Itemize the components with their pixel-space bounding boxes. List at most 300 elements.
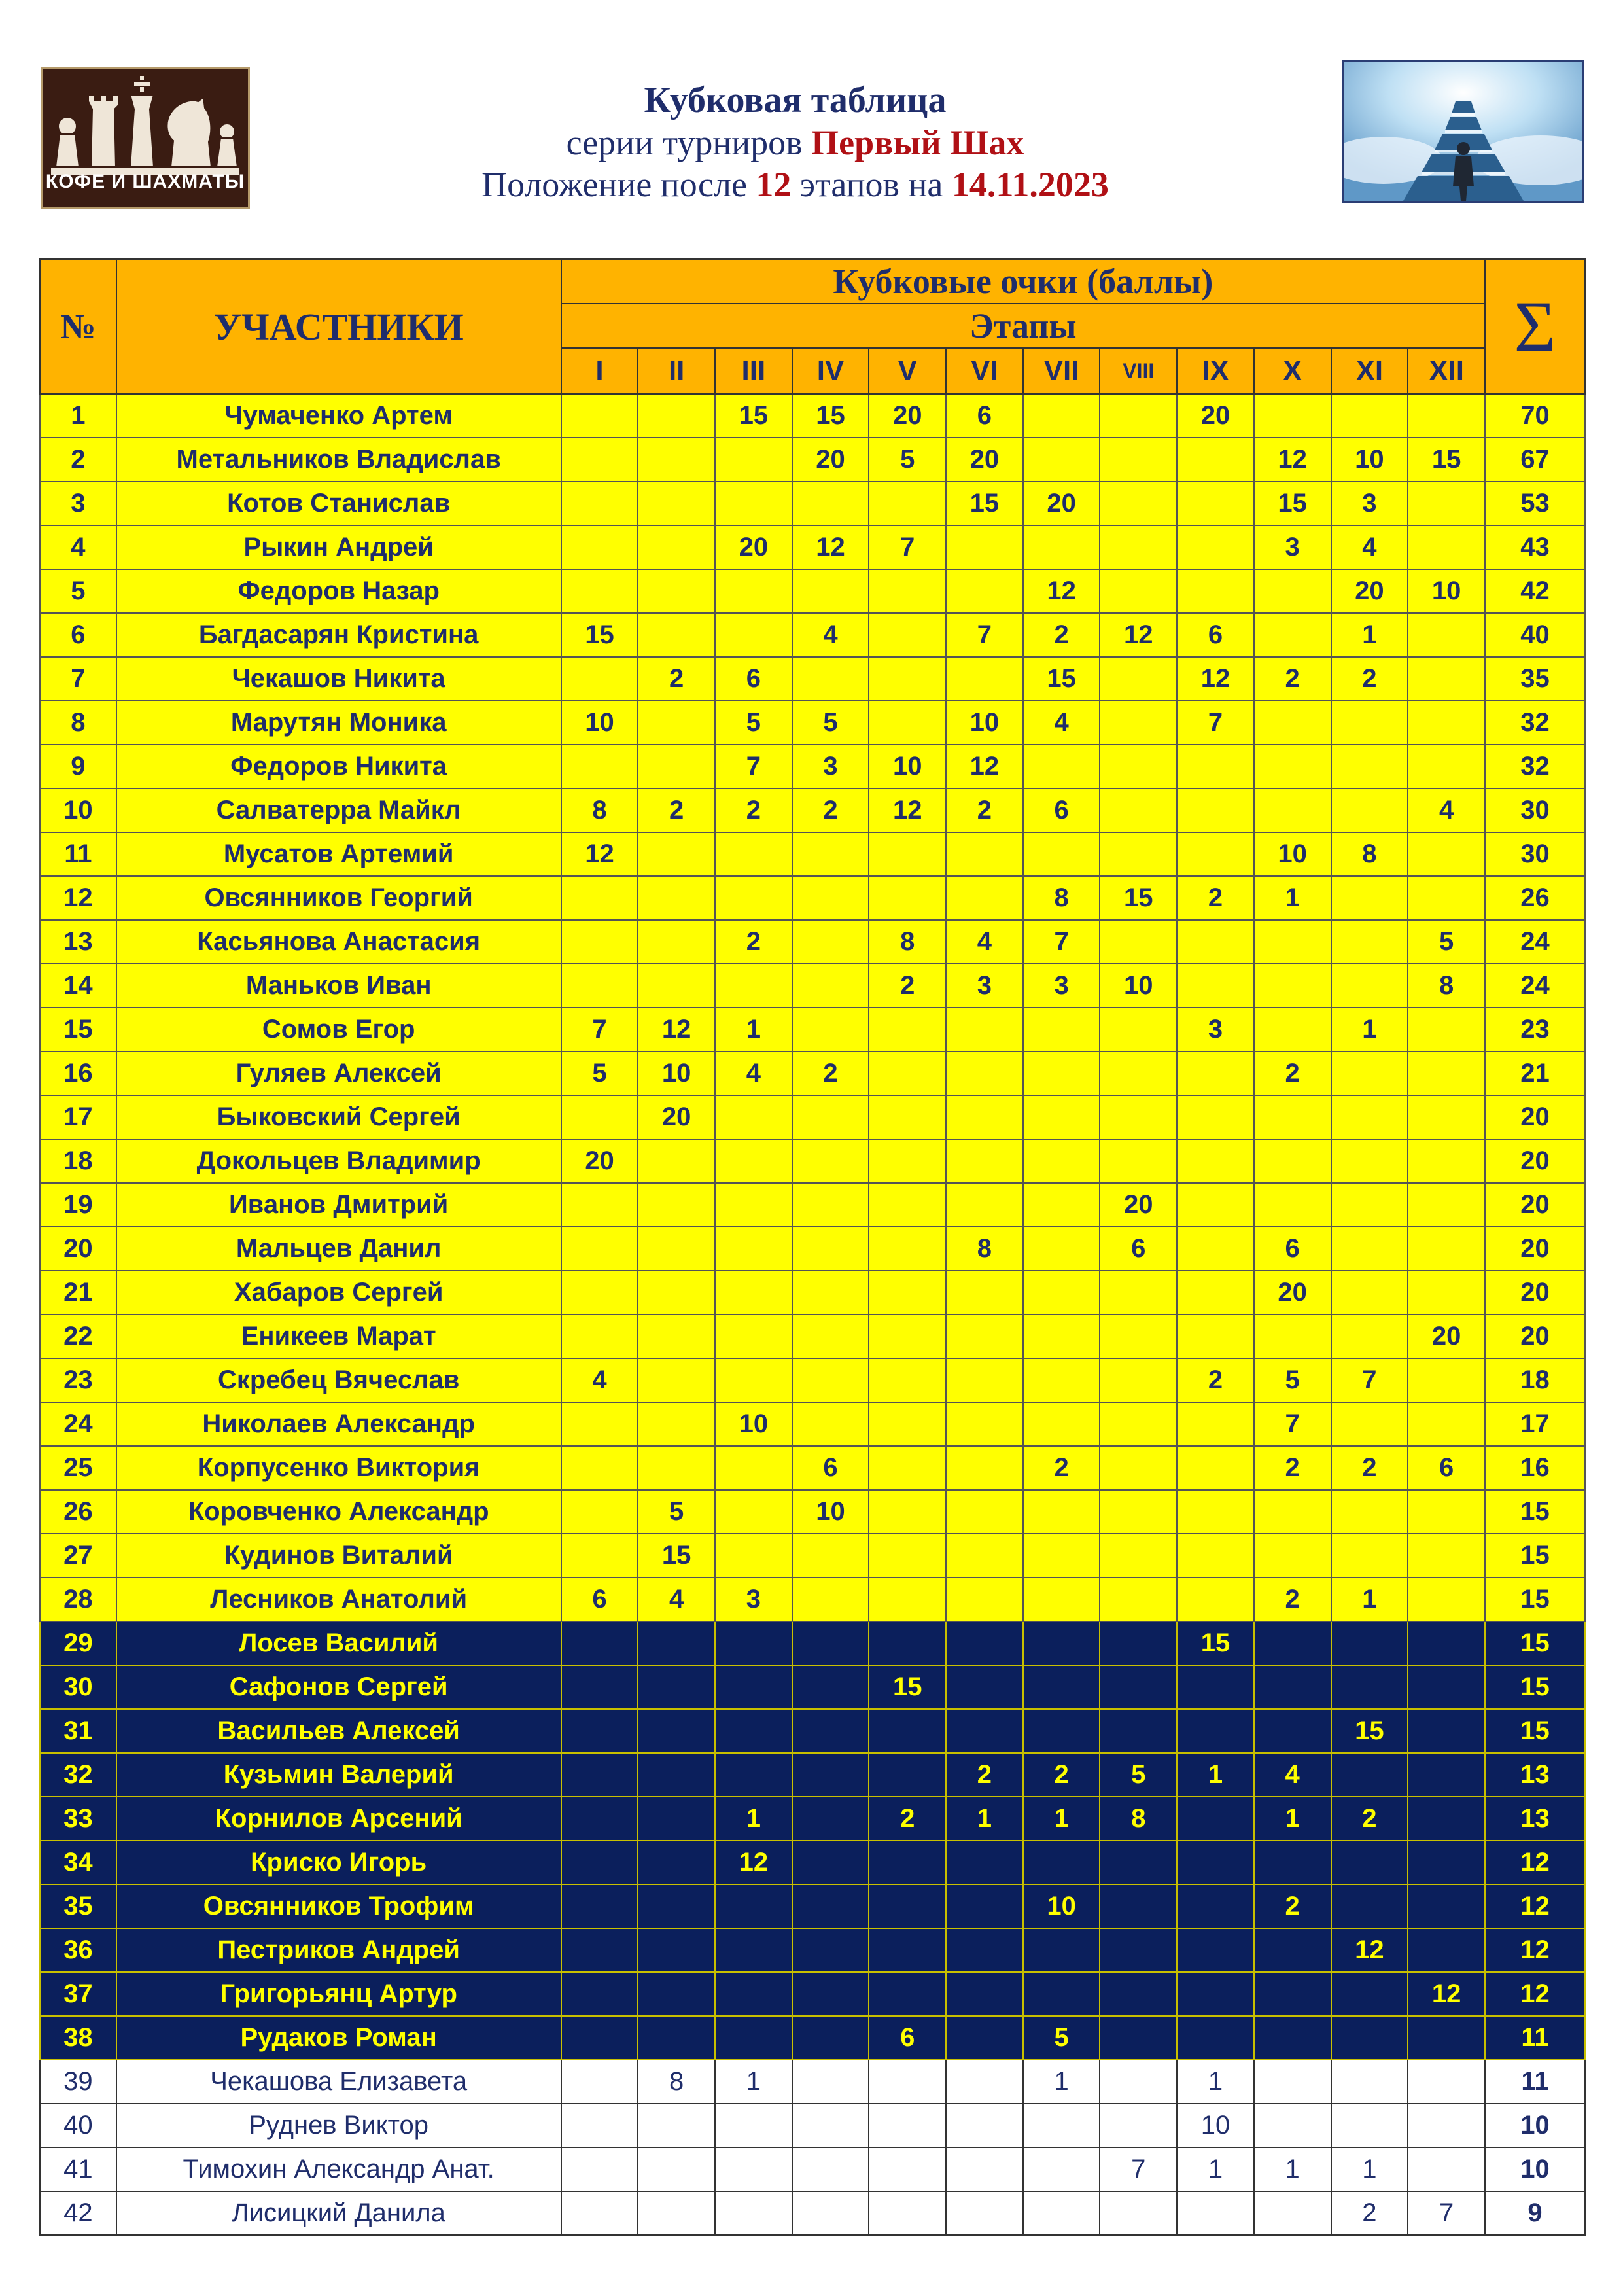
- stage-score: [1331, 1095, 1408, 1139]
- stage-score: [1023, 2147, 1100, 2191]
- stage-score: [1023, 1665, 1100, 1709]
- stage-header-8: VIII: [1100, 348, 1177, 394]
- stage-score: 4: [1408, 788, 1485, 832]
- stages-header: Этапы: [561, 304, 1485, 348]
- stage-score: [792, 1753, 869, 1797]
- row-number: 26: [40, 1490, 116, 1534]
- participant-name: Коровченко Александр: [116, 1490, 561, 1534]
- stage-score: [561, 438, 638, 482]
- stage-score: [638, 1972, 715, 2016]
- stage-score: 3: [1023, 964, 1100, 1008]
- stage-score: 2: [1254, 657, 1331, 701]
- series-name: Первый Шах: [811, 123, 1024, 162]
- stage-score: 10: [1177, 2104, 1254, 2147]
- total-score: 53: [1485, 482, 1585, 525]
- stage-score: [1331, 1315, 1408, 1358]
- stage-score: 10: [1331, 438, 1408, 482]
- row-number: 33: [40, 1797, 116, 1841]
- stage-score: [638, 2016, 715, 2060]
- stage-score: 15: [1254, 482, 1331, 525]
- stages-count: 12: [756, 165, 792, 204]
- stage-score: 12: [1408, 1972, 1485, 2016]
- stage-score: [792, 2060, 869, 2104]
- row-number: 16: [40, 1051, 116, 1095]
- stage-score: [869, 1227, 946, 1271]
- stage-score: [1023, 1008, 1100, 1051]
- title-block: [275, 79, 1316, 205]
- stage-score: [561, 1797, 638, 1841]
- participant-name: Багдасарян Кристина: [116, 613, 561, 657]
- participant-name: Лисицкий Данила: [116, 2191, 561, 2235]
- stage-score: 2: [869, 1797, 946, 1841]
- table-row: [40, 1621, 1585, 1665]
- stage-score: [561, 525, 638, 569]
- total-score: 12: [1485, 1841, 1585, 1884]
- stage-score: 12: [869, 788, 946, 832]
- stage-score: [792, 2104, 869, 2147]
- stage-score: 2: [1331, 1797, 1408, 1841]
- stage-score: [1177, 1402, 1254, 1446]
- stage-score: 12: [1331, 1928, 1408, 1972]
- stage-score: [1331, 2016, 1408, 2060]
- stage-score: [715, 2191, 792, 2235]
- participant-name: Чекашова Елизавета: [116, 2060, 561, 2104]
- table-row: [40, 1227, 1585, 1271]
- stage-score: [638, 394, 715, 438]
- row-number: 40: [40, 2104, 116, 2147]
- stage-score: [561, 2147, 638, 2191]
- stage-score: [1254, 1709, 1331, 1753]
- stage-score: 2: [1023, 1446, 1100, 1490]
- stage-score: [561, 657, 638, 701]
- table-row: [40, 525, 1585, 569]
- stage-score: [1100, 2016, 1177, 2060]
- stage-score: [1408, 394, 1485, 438]
- participant-name: Сафонов Сергей: [116, 1665, 561, 1709]
- stage-score: [1100, 1490, 1177, 1534]
- table-row: [40, 1183, 1585, 1227]
- total-score: 23: [1485, 1008, 1585, 1051]
- stage-score: [638, 1227, 715, 1271]
- stage-score: [638, 1621, 715, 1665]
- table-row: [40, 1008, 1585, 1051]
- stage-score: 15: [1331, 1709, 1408, 1753]
- stage-score: 3: [792, 745, 869, 788]
- stage-score: [946, 1402, 1023, 1446]
- stage-score: 10: [869, 745, 946, 788]
- stage-score: [946, 1884, 1023, 1928]
- table-row: [40, 1753, 1585, 1797]
- stage-score: 2: [1254, 1578, 1331, 1621]
- stage-score: [715, 569, 792, 613]
- stage-score: 2: [946, 788, 1023, 832]
- stage-score: 12: [1254, 438, 1331, 482]
- subtitle: [275, 122, 1316, 164]
- stage-score: [1408, 1797, 1485, 1841]
- stage-score: [946, 657, 1023, 701]
- stage-score: [946, 1008, 1023, 1051]
- stage-score: [1023, 1709, 1100, 1753]
- stage-score: [1408, 1753, 1485, 1797]
- stage-score: [869, 1841, 946, 1884]
- row-number: 2: [40, 438, 116, 482]
- stage-score: 8: [638, 2060, 715, 2104]
- stage-score: [869, 613, 946, 657]
- stage-score: [792, 1183, 869, 1227]
- stage-score: [1100, 1709, 1177, 1753]
- participant-name: Скребец Вячеслав: [116, 1358, 561, 1402]
- stage-score: 5: [792, 701, 869, 745]
- stage-score: 5: [869, 438, 946, 482]
- participant-name: Тимохин Александр Анат.: [116, 2147, 561, 2191]
- total-score: 12: [1485, 1928, 1585, 1972]
- stage-score: 20: [869, 394, 946, 438]
- stage-score: [946, 2060, 1023, 2104]
- stage-score: [1100, 1972, 1177, 2016]
- stage-score: [561, 1841, 638, 1884]
- stage-score: [1254, 1621, 1331, 1665]
- stage-score: [1408, 745, 1485, 788]
- stage-score: 1: [1023, 2060, 1100, 2104]
- total-score: 26: [1485, 876, 1585, 920]
- stage-score: [1254, 2060, 1331, 2104]
- stage-score: [561, 1884, 638, 1928]
- stage-score: 12: [1023, 569, 1100, 613]
- stage-score: [1331, 1227, 1408, 1271]
- stage-score: [946, 1051, 1023, 1095]
- stage-score: 10: [1254, 832, 1331, 876]
- participant-name: Григорьянц Артур: [116, 1972, 561, 2016]
- stage-score: [1177, 2016, 1254, 2060]
- row-number: 19: [40, 1183, 116, 1227]
- participant-name: Овсянников Георгий: [116, 876, 561, 920]
- stage-score: [1408, 525, 1485, 569]
- row-number: 29: [40, 1621, 116, 1665]
- stage-score: [1100, 1358, 1177, 1402]
- stage-score: 2: [792, 788, 869, 832]
- participant-name: Корнилов Арсений: [116, 1797, 561, 1841]
- stage-score: [1254, 613, 1331, 657]
- stage-score: [1100, 657, 1177, 701]
- stage-score: [1023, 1358, 1100, 1402]
- stage-score: 7: [946, 613, 1023, 657]
- row-number: 42: [40, 2191, 116, 2235]
- stage-score: [561, 2104, 638, 2147]
- row-number: 27: [40, 1534, 116, 1578]
- row-number: 22: [40, 1315, 116, 1358]
- stage-score: [792, 832, 869, 876]
- stage-score: [638, 482, 715, 525]
- stage-score: [1254, 1490, 1331, 1534]
- stage-score: 4: [715, 1051, 792, 1095]
- participant-name: Быковский Сергей: [116, 1095, 561, 1139]
- stage-header-3: III: [715, 348, 792, 394]
- stage-score: 2: [638, 657, 715, 701]
- stage-score: [1023, 1972, 1100, 2016]
- stage-score: [561, 2016, 638, 2060]
- table-row: [40, 1972, 1585, 2016]
- stage-score: [1177, 1972, 1254, 2016]
- total-score: 35: [1485, 657, 1585, 701]
- row-number: 13: [40, 920, 116, 964]
- stage-score: 6: [1177, 613, 1254, 657]
- total-score: 43: [1485, 525, 1585, 569]
- stage-score: [1100, 1095, 1177, 1139]
- table-row: [40, 1315, 1585, 1358]
- stage-score: [946, 1709, 1023, 1753]
- row-number: 11: [40, 832, 116, 876]
- stage-score: 6: [715, 657, 792, 701]
- stage-score: [1331, 745, 1408, 788]
- stage-score: [715, 613, 792, 657]
- standings-body: [40, 394, 1585, 2235]
- stage-score: 1: [1177, 1753, 1254, 1797]
- stage-score: [946, 2191, 1023, 2235]
- stage-score: [1100, 1578, 1177, 1621]
- stage-score: [638, 920, 715, 964]
- stage-score: [561, 1402, 638, 1446]
- stage-score: 2: [869, 964, 946, 1008]
- stage-score: [1408, 876, 1485, 920]
- stage-score: [946, 1665, 1023, 1709]
- stage-score: [792, 1578, 869, 1621]
- stage-score: [715, 1139, 792, 1183]
- stage-score: 12: [946, 745, 1023, 788]
- stage-score: [1331, 920, 1408, 964]
- participant-name: Котов Станислав: [116, 482, 561, 525]
- stage-score: [638, 876, 715, 920]
- stage-score: [638, 1446, 715, 1490]
- stage-score: [1100, 1446, 1177, 1490]
- participant-name: Иванов Дмитрий: [116, 1183, 561, 1227]
- stage-header-2: II: [638, 348, 715, 394]
- stage-score: [869, 1183, 946, 1227]
- stage-score: [638, 1271, 715, 1315]
- stage-score: [1177, 1841, 1254, 1884]
- total-score: 70: [1485, 394, 1585, 438]
- stage-score: [869, 1972, 946, 2016]
- stage-score: [561, 1095, 638, 1139]
- stage-score: [561, 1271, 638, 1315]
- stage-score: 12: [1177, 657, 1254, 701]
- stage-score: [792, 1095, 869, 1139]
- stage-score: [715, 1315, 792, 1358]
- stage-score: [1254, 964, 1331, 1008]
- stage-score: 12: [561, 832, 638, 876]
- stage-score: [1177, 1227, 1254, 1271]
- row-number: 41: [40, 2147, 116, 2191]
- stage-score: [869, 2147, 946, 2191]
- row-number: 18: [40, 1139, 116, 1183]
- row-number: 38: [40, 2016, 116, 2060]
- stage-score: [561, 569, 638, 613]
- stage-score: [1254, 1183, 1331, 1227]
- stage-score: 2: [1254, 1051, 1331, 1095]
- stage-score: [1408, 1841, 1485, 1884]
- stage-score: [1408, 1183, 1485, 1227]
- total-score: 21: [1485, 1051, 1585, 1095]
- row-number: 36: [40, 1928, 116, 1972]
- coffee-chess-logo: [41, 67, 250, 209]
- stage-score: [638, 569, 715, 613]
- stage-score: [638, 1884, 715, 1928]
- stage-score: [561, 2191, 638, 2235]
- stage-score: [561, 964, 638, 1008]
- stage-score: [638, 2147, 715, 2191]
- row-number: 35: [40, 1884, 116, 1928]
- stage-header-4: IV: [792, 348, 869, 394]
- stage-score: 7: [1177, 701, 1254, 745]
- row-number: 3: [40, 482, 116, 525]
- row-number: 23: [40, 1358, 116, 1402]
- stage-score: 6: [1023, 788, 1100, 832]
- stage-score: [869, 1402, 946, 1446]
- table-row: [40, 1358, 1585, 1402]
- stage-score: [1331, 1183, 1408, 1227]
- row-number: 8: [40, 701, 116, 745]
- stage-score: [1254, 569, 1331, 613]
- stage-score: [638, 1358, 715, 1402]
- stage-score: 1: [1254, 876, 1331, 920]
- stage-score: [1408, 2147, 1485, 2191]
- stage-score: [1408, 657, 1485, 701]
- total-score: 11: [1485, 2060, 1585, 2104]
- stage-score: 15: [1177, 1621, 1254, 1665]
- stage-score: [1331, 701, 1408, 745]
- total-score: 32: [1485, 701, 1585, 745]
- participant-name: Мусатов Артемий: [116, 832, 561, 876]
- stage-score: 15: [1100, 876, 1177, 920]
- stage-score: [792, 2016, 869, 2060]
- stage-score: [1331, 1490, 1408, 1534]
- stage-score: [869, 2060, 946, 2104]
- total-score: 17: [1485, 1402, 1585, 1446]
- stage-score: [1177, 745, 1254, 788]
- stage-score: [946, 1534, 1023, 1578]
- stage-score: 8: [869, 920, 946, 964]
- stage-score: [1408, 1271, 1485, 1315]
- stage-score: [1100, 1051, 1177, 1095]
- stage-score: [1331, 788, 1408, 832]
- stage-score: [1254, 1139, 1331, 1183]
- stage-score: [1177, 832, 1254, 876]
- participant-name: Криско Игорь: [116, 1841, 561, 1884]
- table-row: [40, 832, 1585, 876]
- stage-score: 1: [1254, 2147, 1331, 2191]
- stage-score: [1177, 525, 1254, 569]
- participant-name: Докольцев Владимир: [116, 1139, 561, 1183]
- stage-score: 2: [1023, 613, 1100, 657]
- stage-score: [561, 1227, 638, 1271]
- table-row: [40, 1841, 1585, 1884]
- stage-score: [638, 832, 715, 876]
- participant-name: Метальников Владислав: [116, 438, 561, 482]
- participant-name: Чумаченко Артем: [116, 394, 561, 438]
- stage-score: [1100, 1841, 1177, 1884]
- table-row: [40, 876, 1585, 920]
- stage-score: [946, 876, 1023, 920]
- table-row: [40, 438, 1585, 482]
- stage-score: [1408, 1008, 1485, 1051]
- stage-score: [1100, 745, 1177, 788]
- stage-score: [1331, 1139, 1408, 1183]
- stage-score: [792, 1621, 869, 1665]
- stage-score: [561, 1665, 638, 1709]
- stage-score: [1254, 2016, 1331, 2060]
- stage-score: [869, 701, 946, 745]
- stage-score: [1100, 1621, 1177, 1665]
- stage-score: [1408, 2016, 1485, 2060]
- stage-score: [638, 1139, 715, 1183]
- participant-name: Маньков Иван: [116, 964, 561, 1008]
- table-row: [40, 569, 1585, 613]
- stage-score: 2: [1254, 1884, 1331, 1928]
- stage-score: [715, 438, 792, 482]
- total-score: 42: [1485, 569, 1585, 613]
- stage-score: [1177, 788, 1254, 832]
- stage-score: 12: [792, 525, 869, 569]
- stage-score: [715, 876, 792, 920]
- row-number: 17: [40, 1095, 116, 1139]
- stage-score: [1023, 1139, 1100, 1183]
- stage-score: 6: [1408, 1446, 1485, 1490]
- stage-score: [946, 1621, 1023, 1665]
- stage-score: 8: [1331, 832, 1408, 876]
- table-row: [40, 1928, 1585, 1972]
- stage-score: [715, 2147, 792, 2191]
- stage-score: [638, 745, 715, 788]
- points-header: Кубковые очки (баллы): [561, 259, 1485, 304]
- stage-score: [638, 1665, 715, 1709]
- participant-name: Чекашов Никита: [116, 657, 561, 701]
- stage-score: [869, 1884, 946, 1928]
- stage-score: [869, 1358, 946, 1402]
- stage-score: 2: [638, 788, 715, 832]
- stage-score: [1023, 2191, 1100, 2235]
- stage-score: 1: [1331, 1578, 1408, 1621]
- stage-score: [561, 1972, 638, 2016]
- stage-score: 8: [1408, 964, 1485, 1008]
- stage-score: [561, 745, 638, 788]
- row-number: 12: [40, 876, 116, 920]
- total-score: 16: [1485, 1446, 1585, 1490]
- stage-score: 1: [946, 1797, 1023, 1841]
- stage-score: 5: [715, 701, 792, 745]
- stage-score: [1100, 1271, 1177, 1315]
- stage-score: [715, 1227, 792, 1271]
- total-score: 12: [1485, 1884, 1585, 1928]
- participant-name: Мальцев Данил: [116, 1227, 561, 1271]
- table-row: [40, 1665, 1585, 1709]
- row-number: 5: [40, 569, 116, 613]
- stage-score: [638, 1315, 715, 1358]
- subtitle-prefix: серии турниров: [566, 123, 803, 162]
- stage-score: [792, 1227, 869, 1271]
- total-score: 20: [1485, 1315, 1585, 1358]
- stage-score: [869, 1753, 946, 1797]
- stage-score: 8: [561, 788, 638, 832]
- total-score: 30: [1485, 788, 1585, 832]
- stairway-image: [1342, 60, 1584, 203]
- stage-score: 20: [715, 525, 792, 569]
- stage-score: [1408, 1227, 1485, 1271]
- stage-score: [1023, 1271, 1100, 1315]
- stage-score: 4: [792, 613, 869, 657]
- stage-score: [792, 1139, 869, 1183]
- stage-score: [1100, 920, 1177, 964]
- total-score: 24: [1485, 920, 1585, 964]
- participant-name: Рудаков Роман: [116, 2016, 561, 2060]
